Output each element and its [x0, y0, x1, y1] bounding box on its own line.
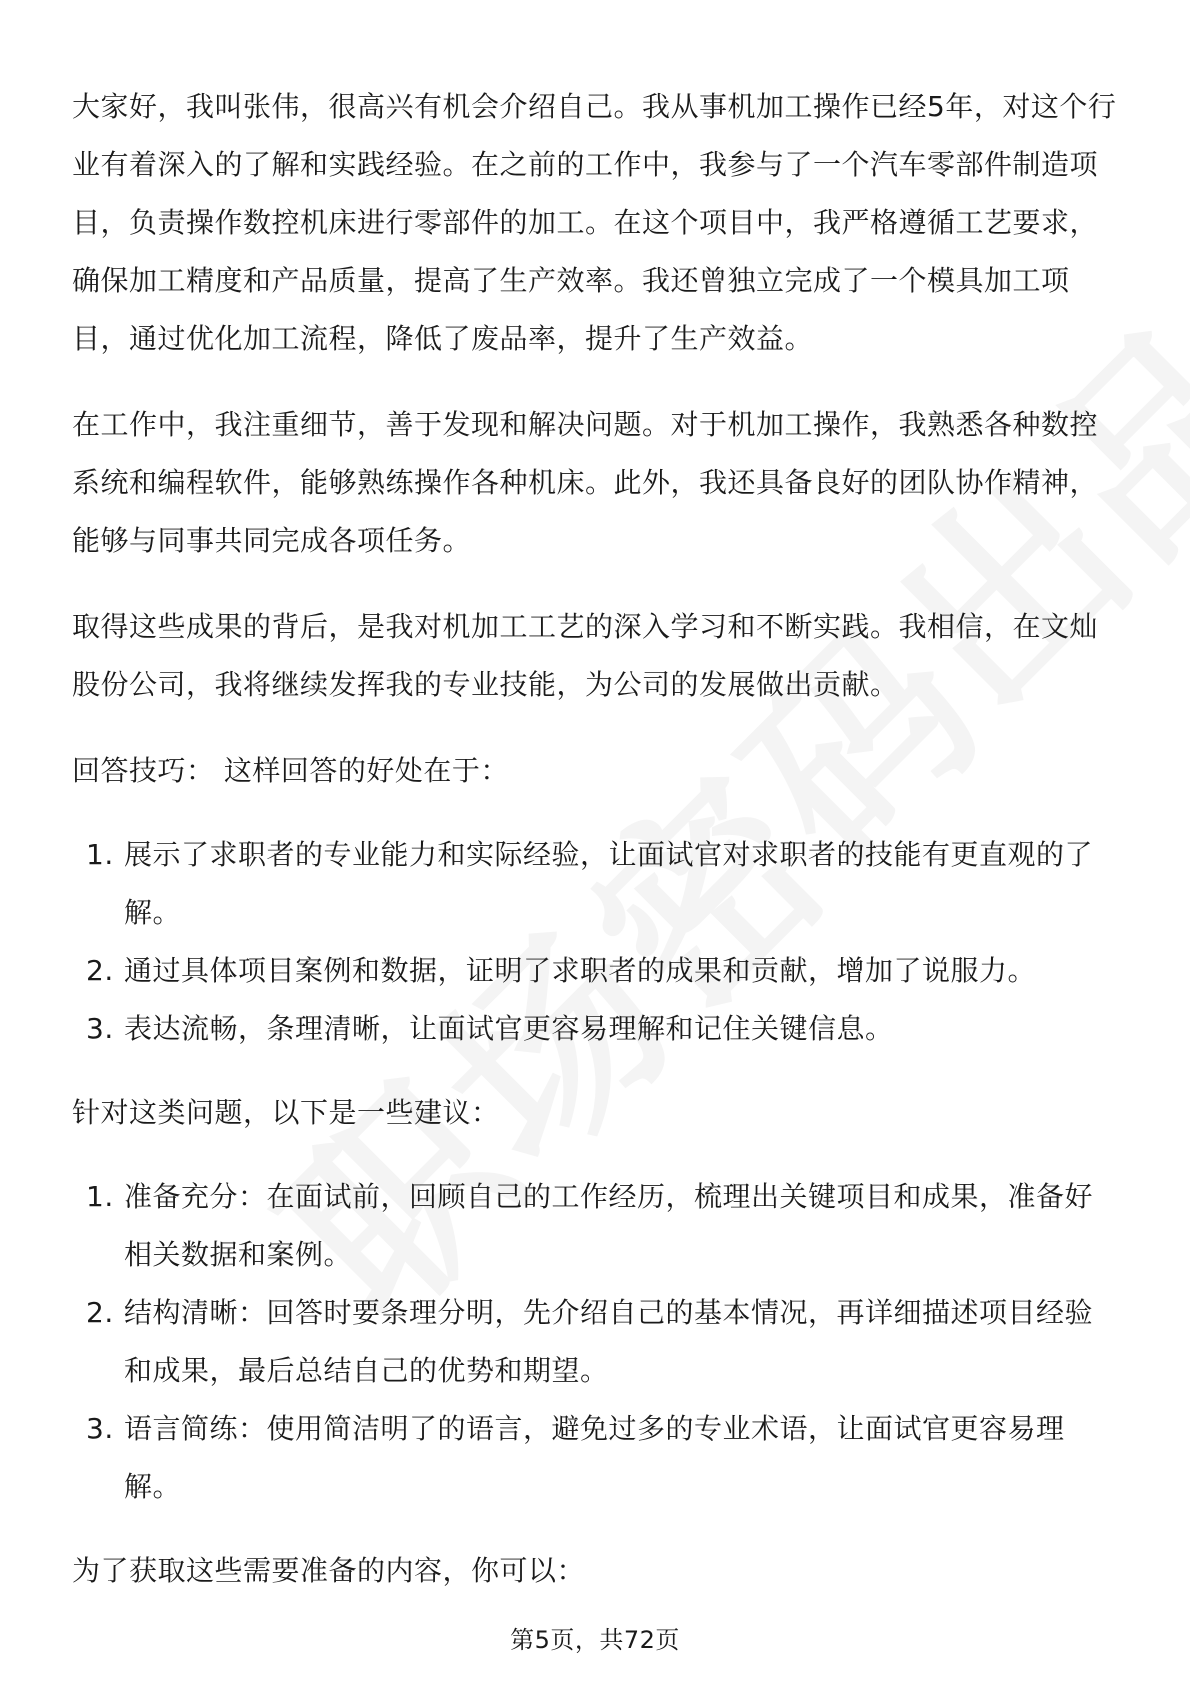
- list-item: [72, 1284, 1118, 1400]
- page-number: 第5页，共72页: [510, 1626, 680, 1654]
- list-text: 结构清晰：回答时要条理分明，先介绍自己的基本情况，再详细描述项目经验和成果，最后总结自己的优势和期望。: [124, 1296, 1094, 1387]
- list-text: 通过具体项目案例和数据，证明了求职者的成果和贡献，增加了说服力。: [124, 954, 1037, 987]
- list-text: 语言简练：使用简洁明了的语言，避免过多的专业术语，让面试官更容易理解。: [124, 1412, 1065, 1503]
- list-number: 2.: [86, 954, 114, 987]
- closing-paragraph: 为了获取这些需要准备的内容，你可以：: [72, 1554, 586, 1587]
- advice-heading: 针对这类问题，以下是一些建议：: [72, 1096, 500, 1129]
- tips-list: [72, 826, 1118, 1058]
- list-item: [72, 1400, 1118, 1516]
- list-number: 1.: [86, 1180, 114, 1213]
- list-item: [72, 1168, 1118, 1284]
- document-body: [72, 78, 1118, 1628]
- list-text: 准备充分：在面试前，回顾自己的工作经历，梳理出关键项目和成果，准备好相关数据和案例。: [124, 1180, 1094, 1271]
- list-item: [72, 942, 1118, 1000]
- list-item: [72, 1000, 1118, 1058]
- list-number: 1.: [86, 838, 114, 871]
- list-text: 展示了求职者的专业能力和实际经验，让面试官对求职者的技能有更直观的了解。: [124, 838, 1094, 929]
- list-item: [72, 826, 1118, 942]
- list-text: 表达流畅，条理清晰，让面试官更容易理解和记住关键信息。: [124, 1012, 894, 1045]
- skills-paragraph: 在工作中，我注重细节，善于发现和解决问题。对于机加工操作，我熟悉各种数控系统和编程软件，能够熟练操作各种机床。此外，我还具备良好的团队协作精神，能够与同事共同完成各项任务。: [72, 408, 1099, 557]
- advice-list: [72, 1168, 1118, 1516]
- list-number: 3.: [86, 1412, 114, 1445]
- list-number: 3.: [86, 1012, 114, 1045]
- intro-paragraph: 大家好，我叫张伟，很高兴有机会介绍自己。我从事机加工操作已经5年，对这个行业有着深入的了解和实践经验。在之前的工作中，我参与了一个汽车零部件制造项目，负责操作数控机床进行零部件的加工。在这个项目中，我严格遵循工艺要求，确保加工精度和产品质量，提高了生产效率。我还曾独立完成了一个模具加工项目，通过优化加工流程，降低了废品率，提升了生产效益。: [72, 90, 1117, 355]
- tips-heading: 回答技巧： 这样回答的好处在于：: [72, 754, 509, 787]
- achievement-paragraph: 取得这些成果的背后，是我对机加工工艺的深入学习和不断实践。我相信，在文灿股份公司，我将继续发挥我的专业技能，为公司的发展做出贡献。: [72, 610, 1099, 701]
- list-number: 2.: [86, 1296, 114, 1329]
